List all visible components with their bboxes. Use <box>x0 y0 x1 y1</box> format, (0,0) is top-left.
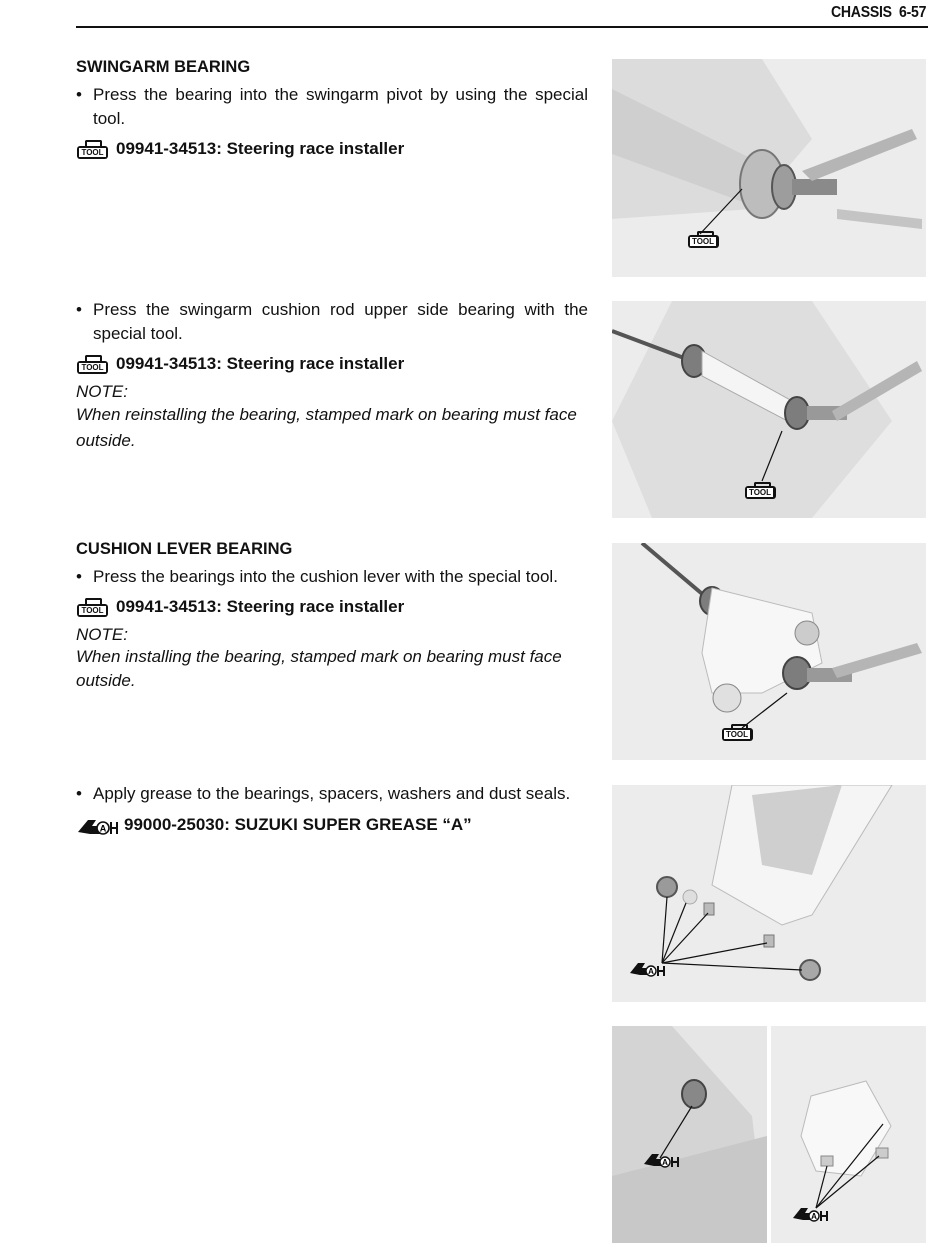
header-label <box>831 4 926 22</box>
tool-number: 09941-34513: Steering race installer <box>116 597 405 616</box>
grease-icon <box>76 814 120 836</box>
grease-part-number: 99000-25030: SUZUKI SUPER GREASE “A” <box>124 815 472 834</box>
svg-text:A: A <box>648 967 654 976</box>
figure-swingarm-pivot <box>612 59 926 277</box>
instruction-bullet: • Apply grease to the bearings, spacers, washers and dust seals. <box>76 782 588 806</box>
instruction-bullet: • Press the bearing into the swingarm pivot by using the special tool. <box>76 83 588 131</box>
page-header <box>76 0 928 28</box>
tool-number: 09941-34513: Steering race installer <box>116 354 405 373</box>
section-cushion-rod-bearing <box>76 298 588 454</box>
svg-text:A: A <box>811 1212 817 1221</box>
tool-icon: TOOL <box>76 140 109 159</box>
figure-cushion-lever <box>612 543 926 760</box>
grease-line <box>76 814 588 836</box>
figure-cushion-lever-grease <box>771 1026 926 1243</box>
tool-icon: TOOL <box>745 482 775 499</box>
figure-cushion-rod <box>612 301 926 518</box>
note-label: NOTE: <box>76 382 128 401</box>
svg-text:A: A <box>99 823 107 834</box>
tool-icon: TOOL <box>722 724 752 741</box>
section-title: CUSHION LEVER BEARING <box>76 540 293 558</box>
note-text: When installing the bearing, stamped mark on bearing must face outside. <box>76 647 562 690</box>
section-cushion-lever-bearing <box>76 540 588 693</box>
header-page-number: 6-57 <box>898 4 926 21</box>
note-text: When reinstalling the bearing, stamped mark on bearing must face outside. <box>76 405 577 450</box>
section-title: SWINGARM BEARING <box>76 58 251 76</box>
special-tool-line <box>76 139 588 159</box>
figure-swingarm-grease <box>612 1026 767 1243</box>
tool-number: 09941-34513: Steering race installer <box>116 139 405 158</box>
instruction-bullet: • Press the bearings into the cushion lever with the special tool. <box>76 565 588 589</box>
special-tool-line <box>76 354 588 374</box>
instruction-bullet: • Press the swingarm cushion rod upper side bearing with the special tool. <box>76 298 588 346</box>
tool-icon: TOOL <box>76 355 109 374</box>
special-tool-line <box>76 597 588 617</box>
tool-icon: TOOL <box>688 231 718 248</box>
section-grease-application <box>76 782 588 836</box>
svg-text:A: A <box>662 1158 668 1167</box>
note-label: NOTE: <box>76 625 128 644</box>
figure-grease-points <box>612 785 926 1002</box>
tool-icon: TOOL <box>76 598 109 617</box>
section-swingarm-bearing <box>76 58 588 159</box>
header-section: CHASSIS <box>830 4 892 21</box>
